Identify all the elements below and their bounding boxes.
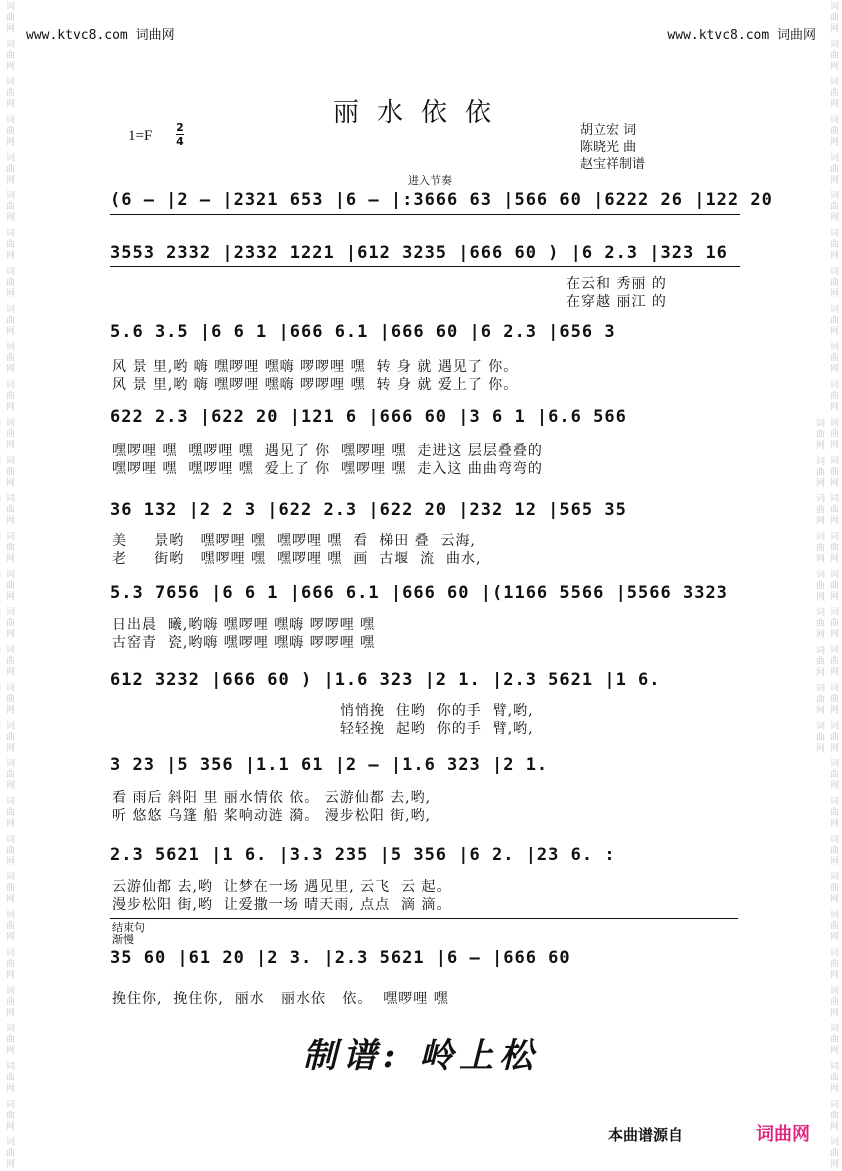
lyric-line: 听 悠悠 乌篷 船 桨响动涟 漪。 漫步松阳 街,哟, [112,808,432,824]
lyric-line: 美 景哟 嘿啰哩 嘿 嘿啰哩 嘿 看 梯田 叠 云海, [112,533,477,549]
lyric-line: 老 街哟 嘿啰哩 嘿 嘿啰哩 嘿 画 古堰 流 曲水, [112,551,482,567]
meter-bottom: 4 [176,135,184,148]
right-watermark-strip: 词曲网 词曲网 词曲网 词曲网 词曲网 词曲网 词曲网 词曲网 词曲网 词曲网 词曲网 词曲网 词曲网 词曲网 词曲网 词曲网 词曲网 词曲网 词曲网 词曲网 词曲网 词曲网 词曲网 词曲网 词曲网 词曲网 词曲网 词曲网 词曲网 词曲网 词曲网 词曲网 词曲网 词曲网 词曲网 词曲网 词曲网 词曲网 词曲网 词曲网 [814,1,838,1170]
song-title: 丽水依依 [332,98,509,128]
transcriber-signature: 制谱: 岭上松 [302,1036,540,1076]
meter-top: 2 [176,121,184,134]
ending-label: 结束句 [112,921,145,934]
credit-lyricist: 胡立宏 词 [580,123,637,138]
score-row: 2.3 5621 |1 6. |3.3 235 |5 356 |6 2. |23 6. : [110,845,616,865]
lyric-line: 在云和 秀丽 的 [566,276,667,292]
lyric-line: 悄悄挽 住哟 你的手 臂,哟, [340,703,534,719]
score-row: 612 3232 |666 60 ) |1.6 323 |2 1. |2.3 5621 |1 6. [110,670,661,690]
score-row: 622 2.3 |622 20 |121 6 |666 60 |3 6 1 |6.6 566 [110,407,627,427]
lyric-line: 风 景 里,哟 嗨 嘿啰哩 嘿嗨 啰啰哩 嘿 转 身 就 爱上了 你。 [112,377,519,393]
score-row: 3 23 |5 356 |1.1 61 |2 – |1.6 323 |2 1. [110,755,549,775]
left-watermark-strip: 词曲网 词曲网 词曲网 词曲网 词曲网 词曲网 词曲网 词曲网 词曲网 词曲网 词曲网 词曲网 词曲网 词曲网 词曲网 词曲网 词曲网 词曲网 词曲网 词曲网 词曲网 词曲网 词曲网 词曲网 词曲网 词曲网 词曲网 词曲网 词曲网 词曲网 词曲网 [4,1,14,1170]
lyric-line: 云游仙都 去,哟 让梦在一场 遇见里, 云飞 云 起。 [112,879,452,895]
lyric-line: 漫步松阳 街,哟 让爱撒一场 晴天雨, 点点 滴 滴。 [112,897,452,913]
intro-label: 进入节奏 [408,174,452,187]
lyric-line: 嘿啰哩 嘿 嘿啰哩 嘿 遇见了 你 嘿啰哩 嘿 走进这 层层叠叠的 [112,443,543,459]
key-signature: 1=F [128,128,153,144]
lyric-line: 在穿越 丽江 的 [566,294,667,310]
lyric-line: 日出晨 曦,哟嗨 嘿啰哩 嘿嗨 啰啰哩 嘿 [112,617,376,633]
lyric-line: 古窑青 瓷,哟嗨 嘿啰哩 嘿嗨 啰啰哩 嘿 [112,635,376,651]
ending-note [112,922,145,946]
score-row: 36 132 |2 2 3 |622 2.3 |622 20 |232 12 |565 35 [110,500,627,520]
score-row: 5.3 7656 |6 6 1 |666 6.1 |666 60 |(1166 5566 |5566 3323 [110,583,728,603]
lyric-line: 挽住你, 挽住你, 丽水 丽水依 依。 嘿啰哩 嘿 [112,991,449,1007]
lyric-line: 轻轻挽 起哟 你的手 臂,哟, [340,721,534,737]
brand-logo[interactable]: 词曲网 [756,1124,810,1145]
credit-transcriber: 赵宝祥制谱 [580,157,646,172]
site-header-right[interactable]: www.ktvc8.com 词曲网 [667,28,816,43]
lyric-line: 嘿啰哩 嘿 嘿啰哩 嘿 爱上了 你 嘿啰哩 嘿 走入这 曲曲弯弯的 [112,461,543,477]
score-row: 35 60 |61 20 |2 3. |2.3 5621 |6 – |666 60 [110,948,571,968]
time-signature [176,122,184,147]
score-row: 5.6 3.5 |6 6 1 |666 6.1 |666 60 |6 2.3 |656 3 [110,322,616,342]
score-row: (6 – |2 – |2321 653 |6 – |:3666 63 |566 60 |6222 26 |122 20 [110,190,773,210]
credits [580,122,645,173]
source-label: 本曲谱源自 [608,1126,684,1144]
tempo-label: 渐慢 [112,933,134,946]
score-row: 3553 2332 |2332 1221 |612 3235 |666 60 ) |6 2.3 |323 16 [110,243,728,263]
lyric-line: 看 雨后 斜阳 里 丽水情依 依。 云游仙都 去,哟, [112,790,432,806]
lyric-line: 风 景 里,哟 嗨 嘿啰哩 嘿嗨 啰啰哩 嘿 转 身 就 遇见了 你。 [112,359,519,375]
site-header-left[interactable]: www.ktvc8.com 词曲网 [26,28,175,43]
credit-composer: 陈晓光 曲 [580,140,637,155]
